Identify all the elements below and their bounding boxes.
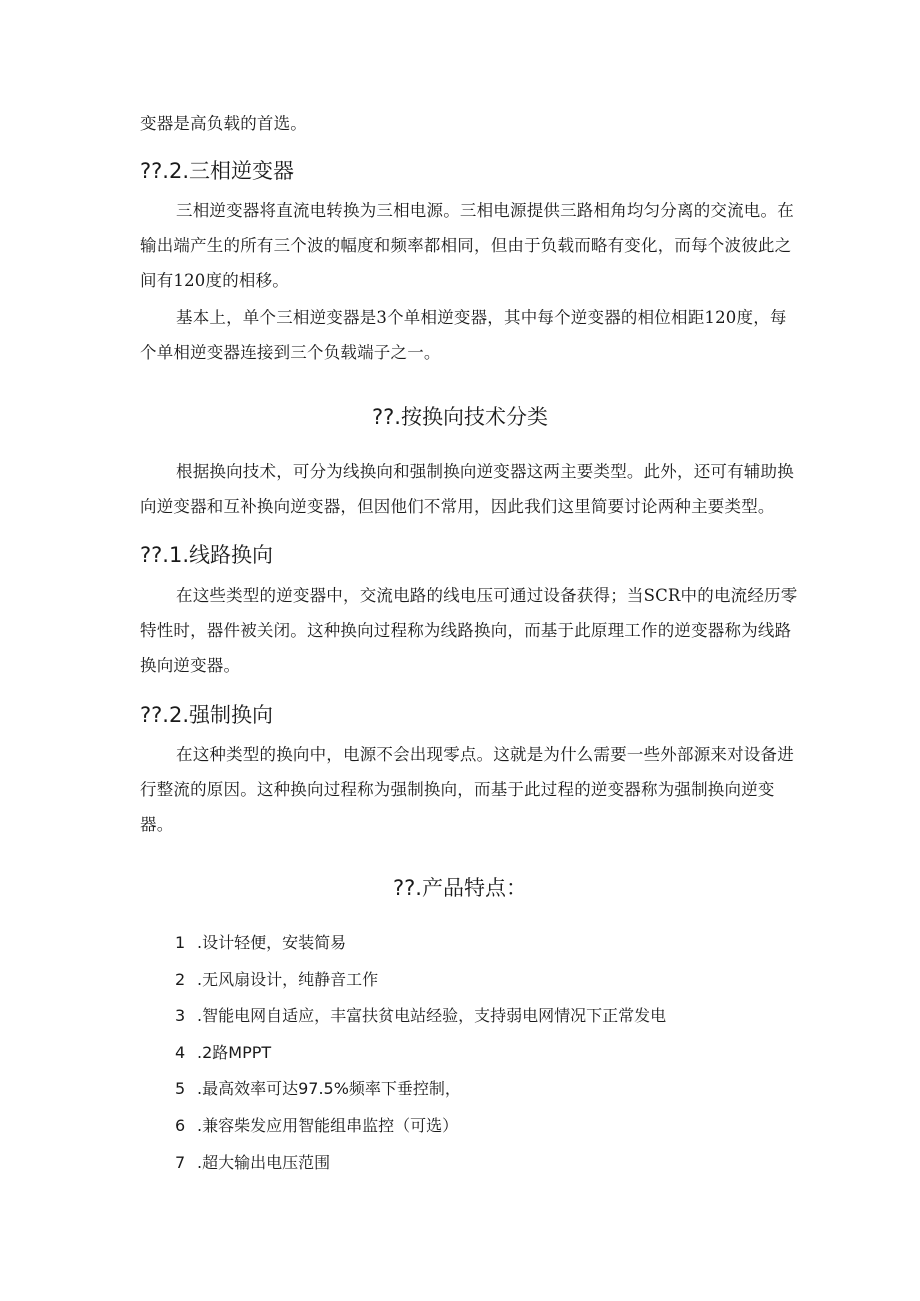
list-item-text: .最高效率可达97.5%频率下垂控制，	[197, 1079, 461, 1099]
list-item	[175, 962, 775, 999]
list-item-text: .设计轻便，安装简易	[197, 933, 347, 952]
list-item-text: .兼容柴发应用智能组串监控（可选）	[197, 1115, 459, 1135]
list-item	[175, 1071, 775, 1108]
list-item-number: 2	[175, 969, 186, 989]
feature-list	[175, 925, 775, 1181]
list-item	[175, 1108, 775, 1145]
commutation-paragraph: 根据换向技术，可分为线换向和强制换向逆变器这两主要类型。此外，还可有辅助换向逆变器和互补换向逆变器，但因他们不常用，因此我们这里简要讨论两种主要类型。	[140, 462, 794, 516]
list-item-number: 1	[175, 933, 186, 952]
heading-product-features: ??.产品特点：	[393, 876, 527, 900]
list-item	[175, 925, 775, 962]
list-item-text: .智能电网自适应，丰富扶贫电站经验，支持弱电网情况下正常发电	[197, 1006, 667, 1026]
heading-commutation-classification: ??.按换向技术分类	[372, 405, 548, 429]
list-item-text: .无风扇设计，纯静音工作	[197, 969, 379, 989]
three-phase-paragraph-2: 基本上，单个三相逆变器是3个单相逆变器，其中每个逆变器的相位相距120度，每个单相逆变器连接到三个负载端子之一。	[140, 308, 787, 362]
list-item	[175, 1145, 775, 1182]
list-item	[175, 998, 775, 1035]
heading-forced-commutation: ??.2.强制换向	[140, 703, 274, 727]
heading-three-phase-inverter: ??.2.三相逆变器	[140, 159, 295, 183]
list-item-number: 6	[175, 1115, 186, 1135]
list-item-number: 5	[175, 1079, 186, 1099]
line-commutation-paragraph: 在这些类型的逆变器中，交流电路的线电压可通过设备获得；当SCR中的电流经历零特性时，器件被关闭。这种换向过程称为线路换向，而基于此原理工作的逆变器称为线路换向逆变器。	[140, 586, 798, 675]
intro-tail-paragraph: 变器是高负载的首选。	[140, 114, 307, 133]
list-item-number: 3	[175, 1006, 186, 1026]
list-item-text: .超大输出电压范围	[197, 1152, 331, 1172]
three-phase-paragraph-1: 三相逆变器将直流电转换为三相电源。三相电源提供三路相角均匀分离的交流电。在输出端产生的所有三个波的幅度和频率都相同，但由于负载而略有变化，而每个波彼此之间有120度的相移。	[140, 201, 794, 290]
list-item	[175, 1035, 775, 1072]
list-item-number: 7	[175, 1152, 186, 1172]
list-item-number: 4	[175, 1042, 186, 1062]
heading-line-commutation: ??.1.线路换向	[140, 543, 274, 567]
forced-commutation-paragraph: 在这种类型的换向中，电源不会出现零点。这就是为什么需要一些外部源来对设备进行整流的原因。这种换向过程称为强制换向，而基于此过程的逆变器称为强制换向逆变器。	[140, 745, 794, 834]
list-item-text: .2路MPPT	[197, 1042, 272, 1062]
